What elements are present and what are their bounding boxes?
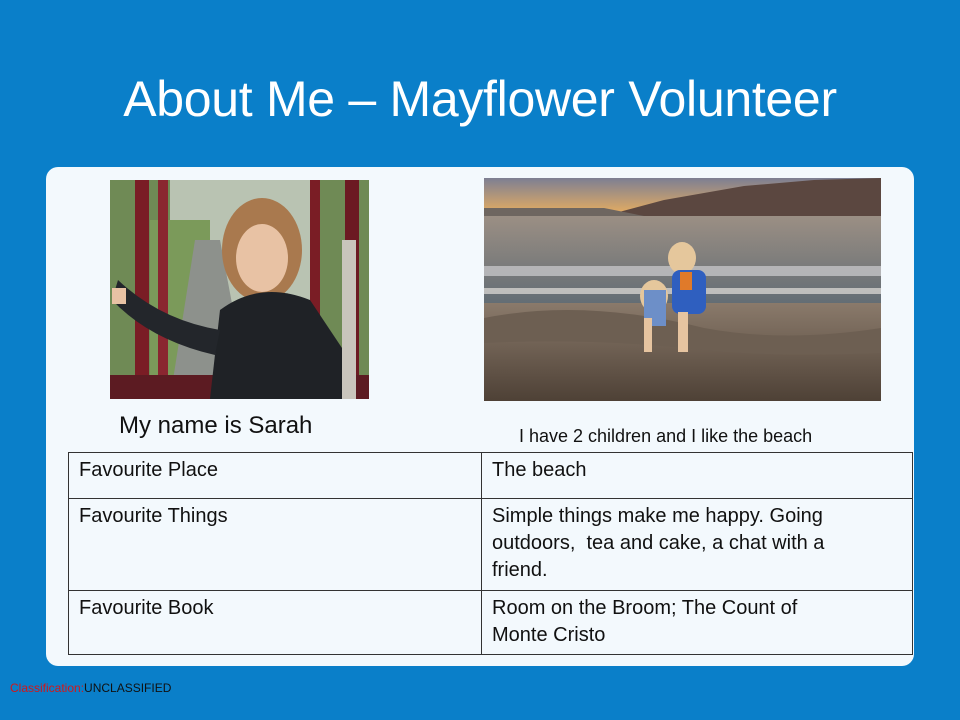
classification-marking	[10, 681, 171, 695]
value-line: The beach	[492, 459, 587, 481]
favourite-value	[482, 453, 913, 499]
sarah-photo	[110, 180, 369, 399]
name-caption: My name is Sarah	[119, 412, 313, 439]
favourites-table	[68, 452, 913, 655]
table-row	[69, 453, 913, 499]
classification-label: Classification:	[10, 681, 85, 695]
favourite-label: Favourite Place	[69, 453, 482, 499]
table-row	[69, 499, 913, 591]
slide-title: About Me – Mayflower Volunteer	[123, 71, 837, 127]
table-row	[69, 591, 913, 655]
children-caption: I have 2 children and I like the beach	[519, 426, 813, 446]
favourite-value	[482, 591, 913, 655]
value-line: Simple things make me happy. Going	[492, 505, 823, 527]
favourite-label: Favourite Things	[69, 499, 482, 591]
beach-photo	[484, 178, 881, 401]
value-line: Monte Cristo	[492, 624, 606, 646]
value-line: friend.	[492, 559, 548, 581]
favourite-value	[482, 499, 913, 591]
favourite-label: Favourite Book	[69, 591, 482, 655]
value-line: Room on the Broom; The Count of	[492, 597, 798, 619]
value-line: outdoors, tea and cake, a chat with a	[492, 532, 825, 554]
classification-value: UNCLASSIFIED	[84, 681, 172, 695]
